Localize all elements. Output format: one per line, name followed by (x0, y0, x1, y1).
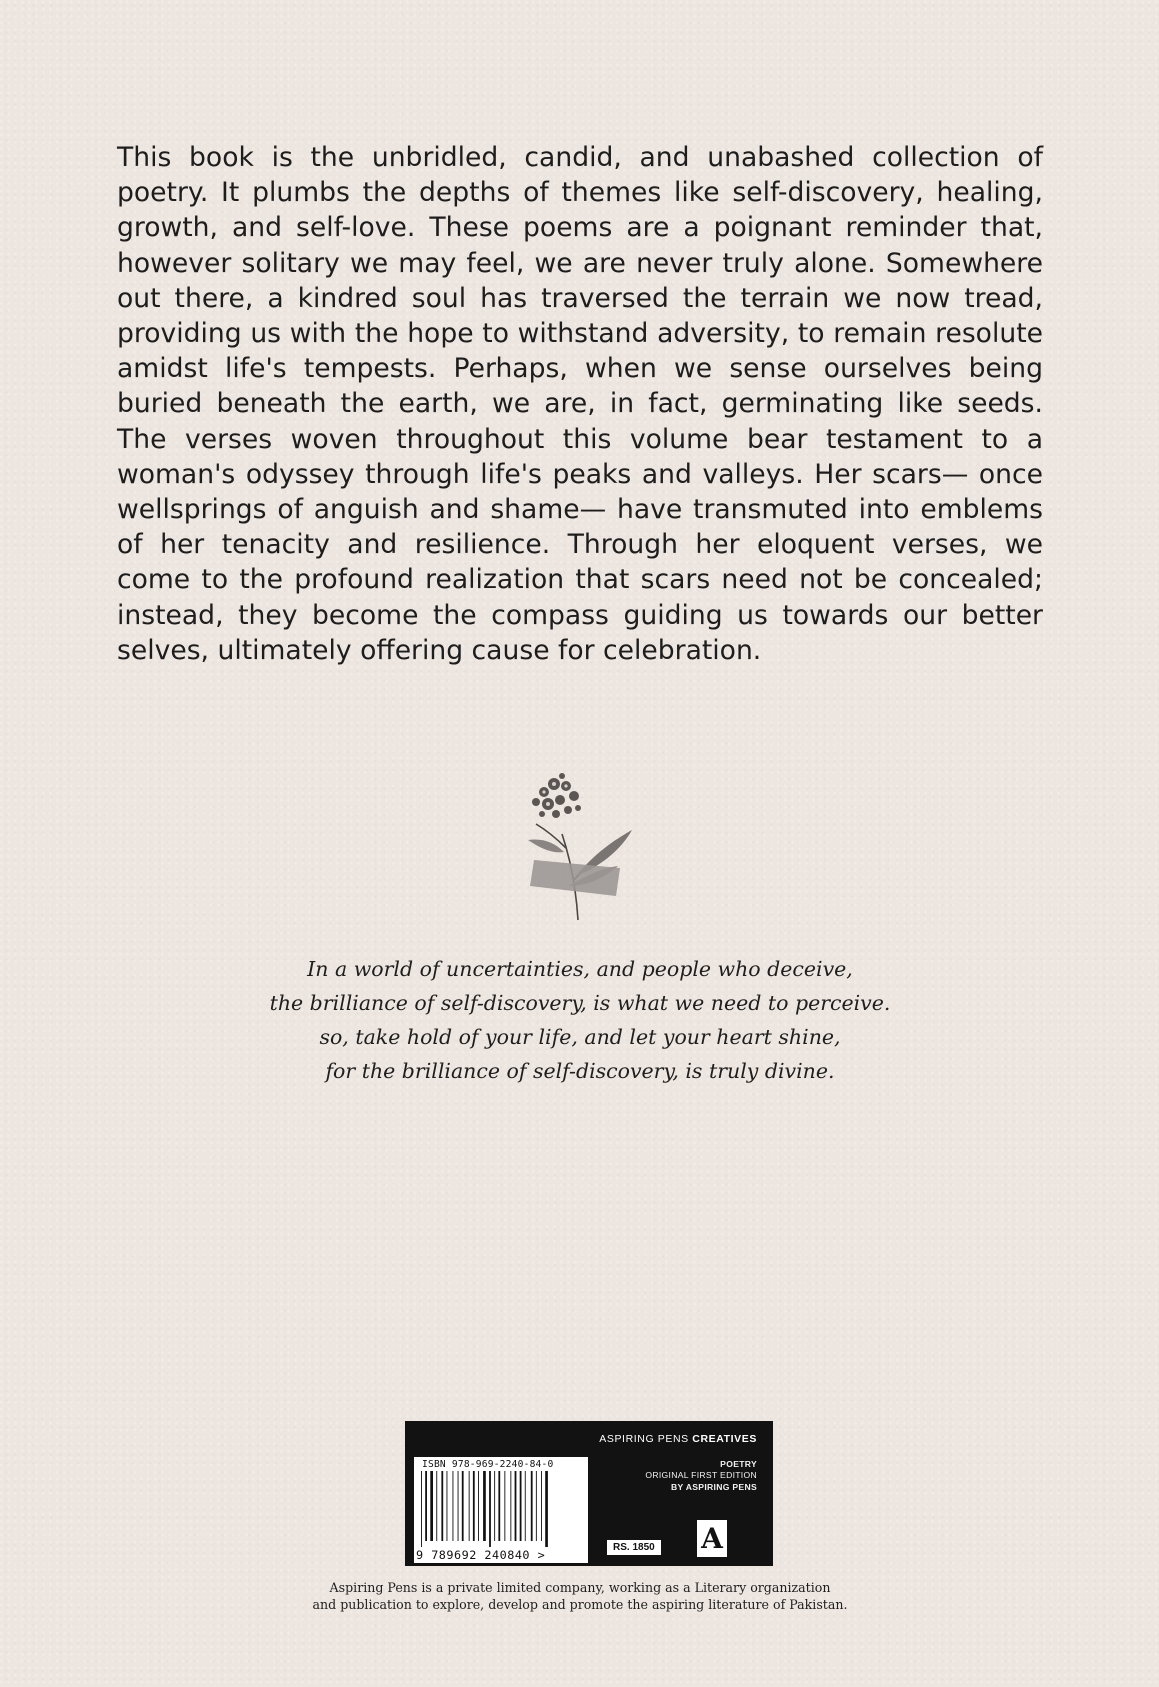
back-cover-blurb: This book is the unbridled, candid, and unabashed collection of poetry. It plumbs the depths of themes like self-discovery, healing, growth, and self-love. These poems are a poignant reminder that, however solitary we may feel, we are never truly alone. Somewhere out there, a kindred soul has traversed the terrain we now tread, providing us with the hope to withstand adversity, to remain resolute amidst life's tempests. Perhaps, when we sense ourselves being buried beneath the earth, we are, in fact, germinating like seeds. The verses woven throughout this volume bear testament to a woman's odyssey through life's peaks and valleys. Her scars— once wellsprings of anguish and shame— have transmuted into emblems of her tenacity and resilience. Through her eloquent verses, we come to the profound realization that scars need not be concealed; instead, they become the compass guiding us towards our better selves, ultimately offering cause for celebration. (117, 142, 1043, 666)
publisher-name (599, 1433, 757, 1445)
author-label: BY ASPIRING PENS (671, 1481, 757, 1492)
poem-line: so, take hold of your life, and let your heart shine, (319, 1025, 841, 1049)
edition-label: ORIGINAL FIRST EDITION (645, 1470, 757, 1481)
poem-line: the brilliance of self-discovery, is what we need to perceive. (269, 991, 891, 1015)
barcode-digits: 9 789692 240840 > (416, 1548, 546, 1562)
footer-line: and publication to explore, develop and promote the aspiring literature of Pakistan. (312, 1597, 848, 1612)
publisher-logo (697, 1520, 727, 1557)
genre-label: POETRY (720, 1459, 757, 1469)
edition-info (645, 1459, 757, 1493)
publisher-name-light: ASPIRING PENS (599, 1433, 689, 1445)
pressed-flower-with-tape-icon (516, 768, 642, 922)
poem-line: In a world of uncertainties, and people who deceive, (307, 957, 853, 981)
publisher-footer (180, 1579, 980, 1613)
barcode-bars-icon (420, 1471, 582, 1547)
poem-line: for the brilliance of self-discovery, is truly divine. (325, 1059, 835, 1083)
isbn-barcode (414, 1457, 588, 1563)
footer-line: Aspiring Pens is a private limited company, working as a Literary organization (329, 1580, 831, 1595)
publisher-logo-letter: A (701, 1522, 723, 1555)
isbn-number: ISBN 978-969-2240-84-0 (422, 1459, 554, 1470)
publisher-barcode-panel (405, 1421, 773, 1566)
price-tag: RS. 1850 (607, 1540, 661, 1555)
epigraph-poem (180, 952, 980, 1088)
publisher-name-bold: CREATIVES (692, 1433, 757, 1445)
